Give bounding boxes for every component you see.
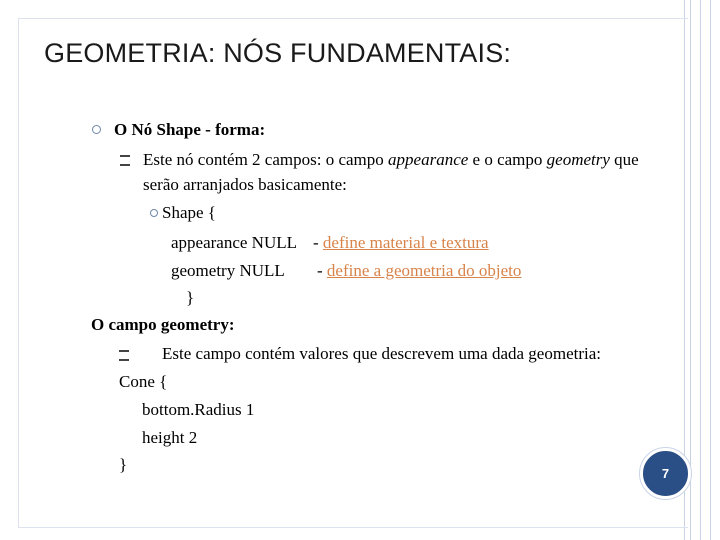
code-line: } <box>186 288 195 307</box>
bullet-circle-icon <box>150 209 158 217</box>
paragraph-text: e o campo <box>468 150 547 169</box>
dash: - <box>317 261 327 280</box>
bullet-circle-icon <box>92 125 101 134</box>
frame-line <box>690 0 691 540</box>
annotation <box>317 261 521 281</box>
link-define-geometria[interactable]: define a geometria do objeto <box>326 261 522 280</box>
frame-bottom <box>18 527 688 528</box>
slide-title: GEOMETRIA: NÓS FUNDAMENTAIS: <box>44 38 512 68</box>
frame-line <box>710 0 711 540</box>
code-line: geometry NULL <box>171 261 285 280</box>
code-line: } <box>119 455 128 474</box>
leaf-bullet-icon <box>120 155 130 166</box>
term-geometry: geometry <box>546 150 610 169</box>
frame-line <box>700 0 701 540</box>
code-line: Shape { <box>162 203 216 222</box>
code-line: bottom.Radius 1 <box>142 400 255 419</box>
page-number: 7 <box>661 466 670 481</box>
paragraph-line: serão arranjados basicamente: <box>143 175 347 194</box>
link-define-material[interactable]: define material e textura <box>322 233 489 252</box>
frame-top <box>18 18 688 19</box>
annotation <box>313 233 489 253</box>
term-appearance: appearance <box>388 150 469 169</box>
code-line: Cone { <box>119 372 168 391</box>
paragraph-text: que <box>609 150 639 169</box>
leaf-bullet-icon <box>119 350 129 361</box>
paragraph-text: Este nó contém 2 campos: o campo <box>143 150 389 169</box>
paragraph-line: Este campo contém valores que descrevem uma dada geometria: <box>162 344 601 363</box>
paragraph-line <box>143 150 639 170</box>
page-number-badge <box>640 448 691 499</box>
frame-left <box>18 18 19 528</box>
section-heading: O campo geometry: <box>91 315 235 334</box>
section-heading: O Nó Shape - forma: <box>114 120 266 139</box>
code-line: height 2 <box>142 428 198 447</box>
code-line: appearance NULL <box>171 233 298 252</box>
dash: - <box>313 233 323 252</box>
